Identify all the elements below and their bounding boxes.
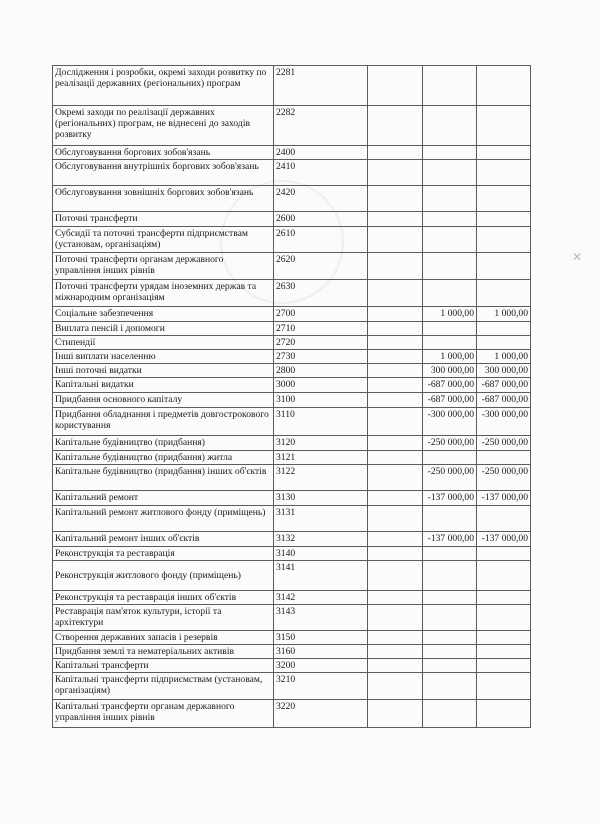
row-value-1 [368, 364, 423, 378]
row-value-1 [368, 465, 423, 491]
row-value-1 [368, 645, 423, 659]
row-code: 3130 [274, 491, 368, 506]
row-value-1 [368, 659, 423, 673]
row-name: Капітальні трансферти органам державного управління інших рівнів [53, 700, 274, 728]
row-name: Реконструкція житлового фонду (приміщень) [53, 561, 274, 591]
table-row [53, 280, 531, 307]
row-name: Обслуговування зовнішніх боргових зобов'язань [53, 186, 274, 212]
row-name: Капітальні трансферти підприємствам (установам, організаціям) [53, 673, 274, 700]
table-row [53, 160, 531, 186]
row-name: Інші виплати населенню [53, 350, 274, 364]
row-code: 2700 [274, 307, 368, 322]
table-row [53, 547, 531, 561]
row-code: 2420 [274, 186, 368, 212]
table-row [53, 106, 531, 146]
row-name: Виплата пенсій і допомоги [53, 322, 274, 336]
row-value-2 [423, 700, 477, 728]
row-value-3: -137 000,00 [477, 491, 531, 506]
row-code: 3220 [274, 700, 368, 728]
row-code: 2600 [274, 212, 368, 227]
row-value-3 [477, 591, 531, 605]
row-name: Капітальний ремонт інших об'єктів [53, 532, 274, 547]
row-value-3: -250 000,00 [477, 436, 531, 451]
row-value-2 [423, 212, 477, 227]
row-name: Придбання землі та нематеріальних активів [53, 645, 274, 659]
table-row [53, 591, 531, 605]
row-code: 2720 [274, 336, 368, 350]
row-code: 3143 [274, 605, 368, 631]
row-value-2 [423, 645, 477, 659]
row-name: Придбання основного капіталу [53, 393, 274, 408]
table-row [53, 436, 531, 451]
row-value-3 [477, 146, 531, 160]
row-code: 2730 [274, 350, 368, 364]
row-name: Реконструкція та реставрація [53, 547, 274, 561]
row-value-2 [423, 106, 477, 146]
row-value-1 [368, 561, 423, 591]
table-row [53, 506, 531, 532]
table-row [53, 659, 531, 673]
row-code: 3141 [274, 561, 368, 591]
row-value-1 [368, 673, 423, 700]
table-row [53, 700, 531, 728]
row-value-1 [368, 506, 423, 532]
row-code: 3200 [274, 659, 368, 673]
row-code: 3131 [274, 506, 368, 532]
row-value-2: 1 000,00 [423, 307, 477, 322]
row-value-1 [368, 408, 423, 436]
row-value-1 [368, 280, 423, 307]
budget-table-body [53, 66, 531, 728]
row-value-3 [477, 700, 531, 728]
row-code: 2281 [274, 66, 368, 106]
table-row [53, 66, 531, 106]
row-code: 3210 [274, 673, 368, 700]
row-value-2 [423, 66, 477, 106]
row-name: Субсидії та поточні трансферти підприємствам (установам, організаціям) [53, 227, 274, 253]
row-code: 2400 [274, 146, 368, 160]
row-value-1 [368, 106, 423, 146]
row-value-2: 300 000,00 [423, 364, 477, 378]
row-code: 3110 [274, 408, 368, 436]
table-row [53, 322, 531, 336]
row-value-3 [477, 506, 531, 532]
row-value-3 [477, 659, 531, 673]
row-value-3 [477, 605, 531, 631]
table-row [53, 378, 531, 393]
table-row [53, 186, 531, 212]
table-row [53, 605, 531, 631]
table-row [53, 350, 531, 364]
row-value-3 [477, 280, 531, 307]
row-value-1 [368, 547, 423, 561]
row-value-2: -137 000,00 [423, 532, 477, 547]
row-code: 3120 [274, 436, 368, 451]
row-value-1 [368, 350, 423, 364]
row-name: Соціальне забезпечення [53, 307, 274, 322]
row-value-3 [477, 336, 531, 350]
table-row [53, 408, 531, 436]
row-value-3: 300 000,00 [477, 364, 531, 378]
row-value-1 [368, 186, 423, 212]
table-row [53, 645, 531, 659]
row-code: 3132 [274, 532, 368, 547]
row-code: 3142 [274, 591, 368, 605]
row-value-2 [423, 322, 477, 336]
row-value-1 [368, 227, 423, 253]
row-value-2: -137 000,00 [423, 491, 477, 506]
row-value-2 [423, 605, 477, 631]
row-value-3: -687 000,00 [477, 393, 531, 408]
row-value-1 [368, 336, 423, 350]
row-value-1 [368, 307, 423, 322]
row-name: Поточні трансферти органам державного управління інших рівнів [53, 253, 274, 280]
row-value-2 [423, 673, 477, 700]
row-value-1 [368, 591, 423, 605]
budget-table [52, 65, 531, 728]
row-value-3: -250 000,00 [477, 465, 531, 491]
row-value-3 [477, 227, 531, 253]
table-row [53, 212, 531, 227]
row-value-3 [477, 160, 531, 186]
row-value-2: -687 000,00 [423, 378, 477, 393]
row-code: 2610 [274, 227, 368, 253]
row-value-1 [368, 451, 423, 465]
row-value-2: 1 000,00 [423, 350, 477, 364]
row-value-2: -250 000,00 [423, 436, 477, 451]
row-code: 3140 [274, 547, 368, 561]
row-value-2 [423, 451, 477, 465]
table-row [53, 253, 531, 280]
table-row [53, 631, 531, 645]
row-value-3 [477, 547, 531, 561]
row-name: Капітальний ремонт [53, 491, 274, 506]
row-code: 2410 [274, 160, 368, 186]
row-value-3 [477, 451, 531, 465]
table-row [53, 307, 531, 322]
row-name: Обслуговування боргових зобов'язань [53, 146, 274, 160]
row-value-2 [423, 547, 477, 561]
row-value-1 [368, 631, 423, 645]
row-code: 2630 [274, 280, 368, 307]
row-value-2 [423, 561, 477, 591]
row-code: 3000 [274, 378, 368, 393]
table-row [53, 465, 531, 491]
row-value-2 [423, 146, 477, 160]
row-code: 3122 [274, 465, 368, 491]
row-code: 2282 [274, 106, 368, 146]
row-code: 3100 [274, 393, 368, 408]
row-name: Капітальне будівництво (придбання) [53, 436, 274, 451]
table-row [53, 673, 531, 700]
row-name: Окремі заходи по реалізації державних (регіональних) програм, не віднесені до заходів розвитку [53, 106, 274, 146]
row-value-1 [368, 160, 423, 186]
row-value-1 [368, 253, 423, 280]
row-name: Придбання обладнання і предметів довгострокового користування [53, 408, 274, 436]
row-value-3 [477, 106, 531, 146]
row-name: Капітальні видатки [53, 378, 274, 393]
row-code: 3121 [274, 451, 368, 465]
row-name: Дослідження і розробки, окремі заходи розвитку по реалізації державних (регіональних) програм [53, 66, 274, 106]
row-code: 2620 [274, 253, 368, 280]
row-value-1 [368, 491, 423, 506]
row-value-2 [423, 336, 477, 350]
row-name: Капітальне будівництво (придбання) інших об'єктів [53, 465, 274, 491]
row-value-1 [368, 532, 423, 547]
row-value-3 [477, 186, 531, 212]
row-value-2 [423, 160, 477, 186]
table-row [53, 227, 531, 253]
row-name: Стипендії [53, 336, 274, 350]
table-row [53, 393, 531, 408]
row-value-3 [477, 322, 531, 336]
row-value-3 [477, 631, 531, 645]
row-value-1 [368, 146, 423, 160]
row-value-2: -300 000,00 [423, 408, 477, 436]
row-value-2 [423, 186, 477, 212]
row-value-2 [423, 631, 477, 645]
edge-mark-icon: ✕ [572, 250, 583, 264]
row-value-3 [477, 253, 531, 280]
row-name: Капітальне будівництво (придбання) житла [53, 451, 274, 465]
table-row [53, 561, 531, 591]
row-value-2 [423, 506, 477, 532]
row-value-1 [368, 322, 423, 336]
row-name: Реставрація пам'яток культури, історії та архітектури [53, 605, 274, 631]
row-name: Капітальні трансферти [53, 659, 274, 673]
row-value-1 [368, 66, 423, 106]
row-name: Обслуговування внутрішніх боргових зобов'язань [53, 160, 274, 186]
table-row [53, 532, 531, 547]
table-row [53, 451, 531, 465]
row-name: Створення державних запасів і резервів [53, 631, 274, 645]
row-value-3: 1 000,00 [477, 307, 531, 322]
row-code: 2710 [274, 322, 368, 336]
row-name: Поточні трансферти [53, 212, 274, 227]
row-value-2 [423, 280, 477, 307]
row-value-1 [368, 378, 423, 393]
table-row [53, 336, 531, 350]
row-value-1 [368, 212, 423, 227]
row-code: 3160 [274, 645, 368, 659]
row-value-3: -137 000,00 [477, 532, 531, 547]
row-value-3 [477, 673, 531, 700]
row-value-1 [368, 393, 423, 408]
row-name: Інші поточні видатки [53, 364, 274, 378]
row-value-2 [423, 591, 477, 605]
row-value-3 [477, 66, 531, 106]
row-value-1 [368, 700, 423, 728]
row-value-3 [477, 212, 531, 227]
row-code: 3150 [274, 631, 368, 645]
row-name: Поточні трансферти урядам іноземних держав та міжнародним організаціям [53, 280, 274, 307]
row-code: 2800 [274, 364, 368, 378]
row-value-2 [423, 253, 477, 280]
table-row [53, 146, 531, 160]
row-value-1 [368, 605, 423, 631]
row-value-1 [368, 436, 423, 451]
row-name: Реконструкція та реставрація інших об'єктів [53, 591, 274, 605]
table-row [53, 491, 531, 506]
row-value-3 [477, 561, 531, 591]
row-value-3: -687 000,00 [477, 378, 531, 393]
row-value-2 [423, 227, 477, 253]
row-value-2 [423, 659, 477, 673]
row-value-3 [477, 645, 531, 659]
row-value-2: -687 000,00 [423, 393, 477, 408]
row-value-2: -250 000,00 [423, 465, 477, 491]
table-row [53, 364, 531, 378]
row-value-3: 1 000,00 [477, 350, 531, 364]
row-value-3: -300 000,00 [477, 408, 531, 436]
row-name: Капітальний ремонт житлового фонду (приміщень) [53, 506, 274, 532]
